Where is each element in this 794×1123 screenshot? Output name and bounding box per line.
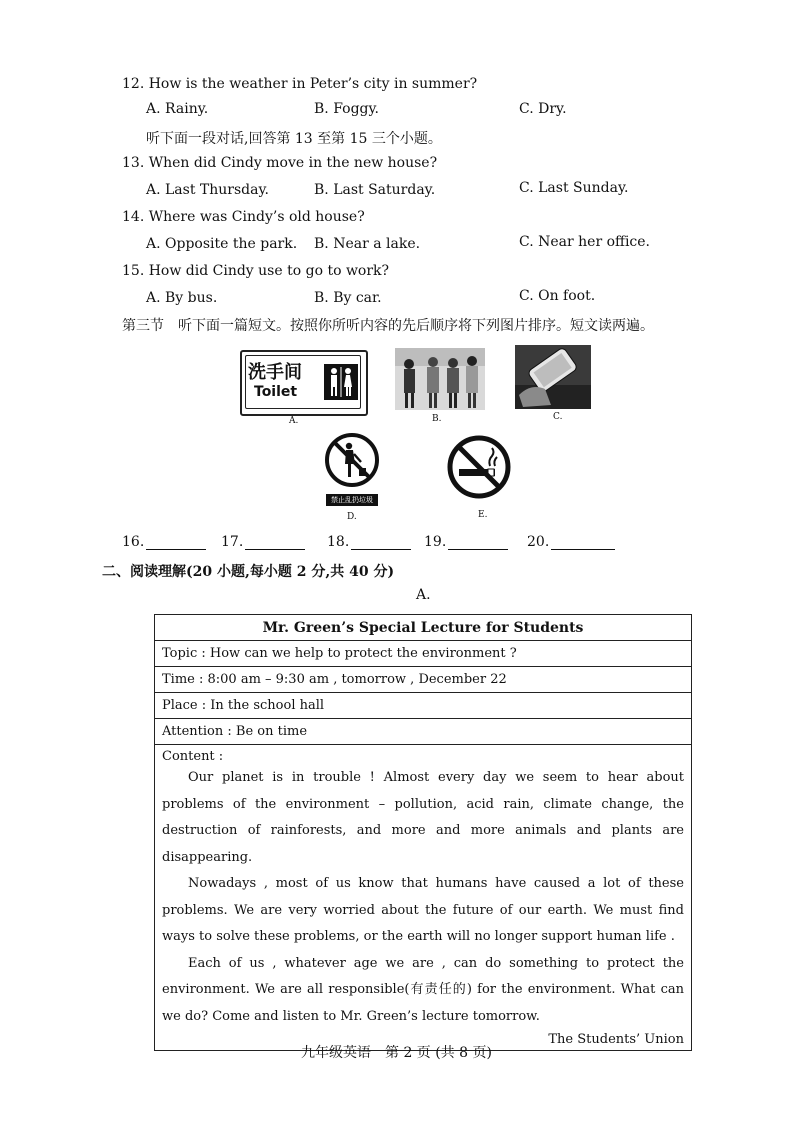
blank-17-number: 17. [221, 534, 244, 550]
question-13-option-c: C. Last Sunday. [519, 180, 629, 196]
question-12-option-b: B. Foggy. [314, 101, 379, 117]
picture-b-people-photo [395, 348, 485, 410]
blank-16-number: 16. [122, 534, 145, 550]
content-label: Content : [162, 749, 224, 764]
question-13-stem: 13. When did Cindy move in the new house? [122, 155, 438, 171]
blank-20-number: 20. [527, 534, 550, 550]
content-paragraph-3: Each of us , whatever age we are , can do something to protect the environment. We are all responsible(有责任的) for the environment. What can we do? Come and listen to Mr. Green’s lecture tomorrow. [162, 955, 684, 1024]
question-14-option-b: B. Near a lake. [314, 236, 421, 252]
lecture-title: Mr. Green’s Special Lecture for Students [155, 615, 692, 641]
answer-blank-16[interactable] [122, 534, 206, 550]
picture-d-no-littering-sign [324, 432, 380, 508]
section-3-instruction: 第三节 听下面一篇短文。按照你所听内容的先后顺序将下列图片排序。短文读两遍。 [122, 318, 654, 334]
question-14-option-c: C. Near her office. [519, 234, 651, 250]
answer-blank-19[interactable] [424, 534, 508, 550]
picture-a-label: A. [289, 416, 299, 426]
students-union-signature: The Students’ Union [548, 1032, 684, 1047]
picture-e-no-smoking-sign [446, 434, 512, 500]
picture-a-toilet-sign [240, 350, 368, 416]
instruction-13-15: 听下面一段对话,回答第 13 至第 15 三个小题。 [146, 131, 442, 147]
toilet-sign-chinese: 洗手间 [248, 362, 302, 383]
lecture-topic: Topic : How can we help to protect the environment ? [155, 641, 692, 667]
no-littering-icon [324, 432, 380, 488]
no-smoking-icon [446, 434, 512, 500]
lecture-notice-table [154, 614, 692, 1051]
picture-e-label: E. [478, 510, 488, 520]
picture-c-label: C. [553, 412, 563, 422]
answer-blank-20[interactable] [527, 534, 615, 550]
lecture-attention: Attention : Be on time [155, 719, 692, 745]
question-15-option-b: B. By car. [314, 290, 382, 306]
reading-section-heading: 二、阅读理解(20 小题,每小题 2 分,共 40 分) [102, 564, 395, 580]
lecture-place: Place : In the school hall [155, 693, 692, 719]
picture-b-label: B. [432, 414, 442, 424]
blank-18-number: 18. [327, 534, 350, 550]
question-12-stem: 12. How is the weather in Peter’s city in summer? [122, 76, 478, 92]
content-paragraph-1: Our planet is in trouble ! Almost every day we seem to hear about problems of the environment – pollution, acid rain, climate change, the destruction of rainforests, and more and more animals and plants are disappearing. [162, 770, 684, 865]
picture-d-label: D. [347, 512, 357, 522]
page-footer: 九年级英语 第 2 页 (共 8 页) [301, 1045, 492, 1061]
picture-c-phone-photo [515, 345, 591, 409]
no-littering-caption: 禁止乱扔垃圾 [326, 494, 378, 506]
question-12-option-c: C. Dry. [519, 101, 567, 117]
question-12-option-a: A. Rainy. [146, 101, 209, 117]
lecture-time: Time : 8:00 am – 9:30 am , tomorrow , December 22 [155, 667, 692, 693]
content-paragraph-2: Nowadays , most of us know that humans have caused a lot of these problems. We are very worried about the future of our earth. We must find ways to solve these problems, or the earth will no longer support human life . [162, 876, 684, 944]
answer-blank-17[interactable] [221, 534, 305, 550]
lecture-content [155, 745, 692, 1051]
question-15-option-a: A. By bus. [146, 290, 218, 306]
restroom-icon [324, 364, 358, 400]
question-14-option-a: A. Opposite the park. [146, 236, 298, 252]
answer-blank-18[interactable] [327, 534, 411, 550]
question-13-option-a: A. Last Thursday. [146, 182, 269, 198]
question-14-stem: 14. Where was Cindy’s old house? [122, 209, 365, 225]
question-15-option-c: C. On foot. [519, 288, 596, 304]
question-15-stem: 15. How did Cindy use to go to work? [122, 263, 390, 279]
toilet-sign-english: Toilet [254, 384, 298, 400]
passage-a-label: A. [416, 587, 431, 603]
blank-19-number: 19. [424, 534, 447, 550]
question-13-option-b: B. Last Saturday. [314, 182, 436, 198]
